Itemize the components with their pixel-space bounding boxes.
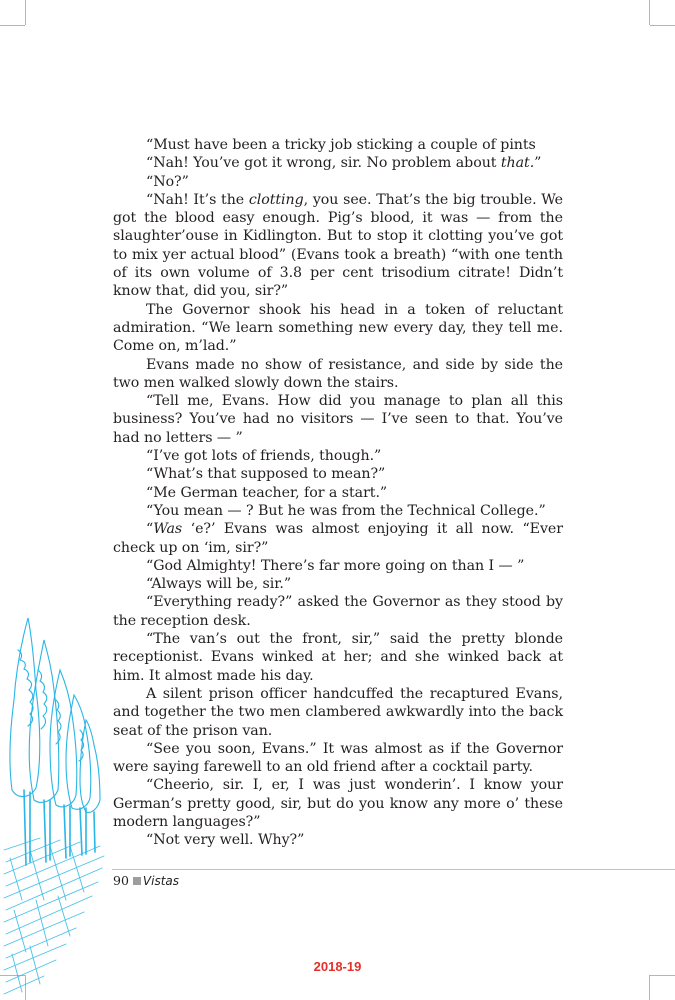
paragraph (113, 392, 563, 447)
paragraph (113, 685, 563, 740)
crop-mark (0, 25, 25, 26)
text-run: “God Almighty! There’s far more going on than I — ” (146, 557, 525, 574)
text-run: “Tell me, Evans. How did you manage to plan all this business? You’ve had no visitors — I’ve seen to that. You’ve had no letters — ” (113, 393, 563, 446)
paragraph (113, 831, 563, 849)
text-run: ‘e?’ Evans was almost enjoying it all now. “Ever check up on ‘im, sir?” (113, 521, 563, 556)
crop-mark (650, 975, 675, 976)
paragraph (113, 356, 563, 393)
paragraph (113, 154, 563, 172)
text-run: A silent prison officer handcuffed the recaptured Evans, and together the two men clambered awkwardly into the back seat of the prison van. (113, 685, 563, 739)
text-run: “Must have been a tricky job sticking a couple of pints (146, 137, 536, 153)
crop-mark (649, 975, 650, 1000)
tree-foliage (10, 618, 100, 812)
page-number: 90 (113, 873, 129, 888)
text-run: “ (146, 521, 154, 538)
year-stamp: 2018-19 (313, 959, 362, 974)
square-bullet-icon (133, 877, 141, 885)
text-run: “Nah! It’s the (146, 191, 249, 208)
text-run: “See you soon, Evans.” It was almost as if the Governor were saying farewell to an old friend after a cocktail party. (113, 740, 563, 776)
paragraph (113, 630, 563, 685)
text-run: “Cheerio, sir. I, er, I was just wonderin’. I know your German’s pretty good, sir, but do you know any more o’ these modern languages?” (113, 777, 563, 830)
text-run: “You mean — ? But he was from the Technical College.” (146, 502, 546, 519)
text-run: ” (534, 155, 542, 172)
book-title: Vistas (142, 874, 180, 888)
paragraph (113, 484, 563, 502)
text-run: “What’s that supposed to mean?” (146, 466, 386, 483)
tree-trunks (24, 790, 95, 865)
text-run: “Nah! You’ve got it wrong, sir. No problem about (146, 155, 501, 172)
italic-text: clotting (248, 191, 304, 208)
paragraph (113, 593, 563, 630)
text-run: The Governor shook his head in a token of reluctant admiration. “We learn something new every day, they tell me. Come on, m’lad.” (113, 301, 563, 355)
paragraph (113, 557, 563, 575)
text-run: “I’ve got lots of friends, though.” (146, 448, 382, 465)
crop-mark (25, 0, 26, 25)
text-run: “Always will be, sir.” (146, 576, 292, 593)
paragraph (113, 173, 563, 191)
paragraph (113, 447, 563, 465)
text-run: “Not very well. Why?” (146, 832, 305, 849)
italic-text: Was (153, 521, 183, 538)
crop-mark (649, 0, 650, 25)
paragraph (113, 301, 563, 356)
page-footer (113, 873, 179, 889)
italic-text: that. (500, 155, 535, 172)
text-run: , you see. That’s the big trouble. We got the blood easy enough. Pig’s blood, it was — from the slaughter’ouse in Kidlington. But to stop it clotting you’ve got to mix yer actual blood” (Evans took a breath) “with one tenth of its own volume of 3.8 per cent trisodium citrate! Didn’t know that, did you, sir?” (113, 191, 563, 300)
tree-illustration (0, 600, 110, 1000)
text-run: “No?” (146, 173, 189, 190)
paragraph (113, 502, 563, 520)
paragraph (113, 520, 563, 557)
paragraph (113, 465, 563, 483)
text-run: “The van’s out the front, sir,” said the pretty blonde receptionist. Evans winked at her; and she winked back at him. It almost made his day. (113, 631, 563, 684)
text-run: “Everything ready?” asked the Governor as they stood by the reception desk. (113, 594, 563, 629)
text-run: Evans made no show of resistance, and side by side the two men walked slowly down the stairs. (113, 356, 563, 391)
footer-rule (112, 869, 675, 870)
crop-mark (650, 25, 675, 26)
paragraph (113, 191, 563, 301)
paragraph (113, 776, 563, 831)
paragraph (113, 740, 563, 777)
body-text (113, 136, 563, 850)
paragraph (113, 575, 563, 593)
paragraph (113, 136, 563, 154)
text-run: “Me German teacher, for a start.” (146, 484, 388, 501)
